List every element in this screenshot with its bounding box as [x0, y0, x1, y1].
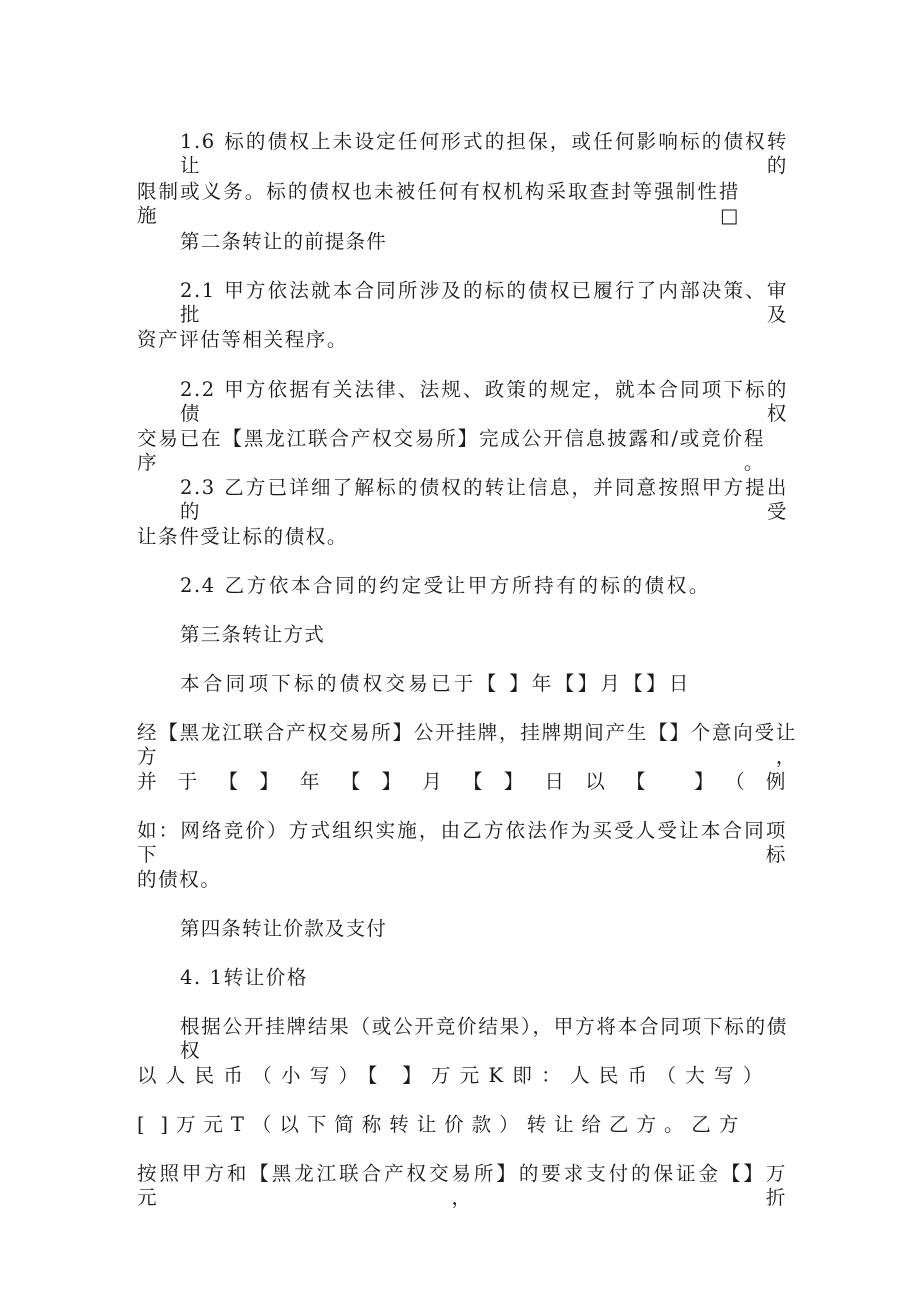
clause-2-2-line-1: 2.2 甲方依据有关法律、法规、政策的规定，就本合同项下标的债权 — [180, 378, 788, 425]
article-3-line-2: 经【黑龙江联合产权交易所】公开挂牌，挂牌期间产生【】个意向受让方， — [137, 721, 797, 768]
article-4-heading: 第四条转让价款及支付 — [180, 917, 388, 940]
clause-4-1-line-3: [ ]万元T（以下简称转让价款）转让给乙方。乙方 — [137, 1113, 740, 1136]
clause-2-2-line-2: 交易已在【黑龙江联合产权交易所】完成公开信息披露和/或竞价程序。 — [137, 427, 765, 474]
clause-2-3-line-2: 让条件受让标的债权。 — [137, 525, 349, 548]
clause-1-6-line-1: 1.6 标的债权上未设定任何形式的担保，或任何影响标的债权转让的 — [180, 130, 788, 177]
clause-2-1-line-2: 资产评估等相关程序。 — [137, 328, 349, 351]
clause-4-1-line-1: 根据公开挂牌结果（或公开竞价结果），甲方将本合同项下标的债权 — [180, 1015, 788, 1062]
clause-2-3-line-1: 2.3 乙方已详细了解标的债权的转让信息，并同意按照甲方提出的受 — [180, 476, 788, 523]
clause-4-1-line-4: 按照甲方和【黑龙江联合产权交易所】的要求支付的保证金【】万元，折 — [137, 1162, 787, 1209]
clause-2-4: 2.4 乙方依本合同的约定受让甲方所持有的标的债权。 — [180, 574, 710, 597]
article-3-heading: 第三条转让方式 — [180, 623, 325, 646]
clause-4-1-line-2: 以人民币（小写）【 】万元K即：人民币（大写） — [137, 1064, 764, 1087]
clause-2-1-line-1: 2.1 甲方依法就本合同所涉及的标的债权已履行了内部决策、审批及 — [180, 279, 788, 326]
article-3-line-5: 的债权。 — [137, 868, 222, 891]
article-3-line-1: 本合同项下标的债权交易已于【 】年【】月【】日 — [180, 672, 690, 695]
article-2-heading: 第二条转让的前提条件 — [180, 230, 388, 253]
article-3-line-3: 并于【】年【】月【】日以【 】（例 — [137, 770, 787, 793]
clause-1-6-line-2: 限制或义务。标的债权也未被任何有权机构采取查封等强制性措施□ — [137, 180, 740, 227]
clause-4-1-title: 4. 1转让价格 — [180, 966, 309, 989]
article-3-line-4: 如：网络竞价）方式组织实施，由乙方依法作为买受人受让本合同项下标 — [137, 819, 787, 866]
